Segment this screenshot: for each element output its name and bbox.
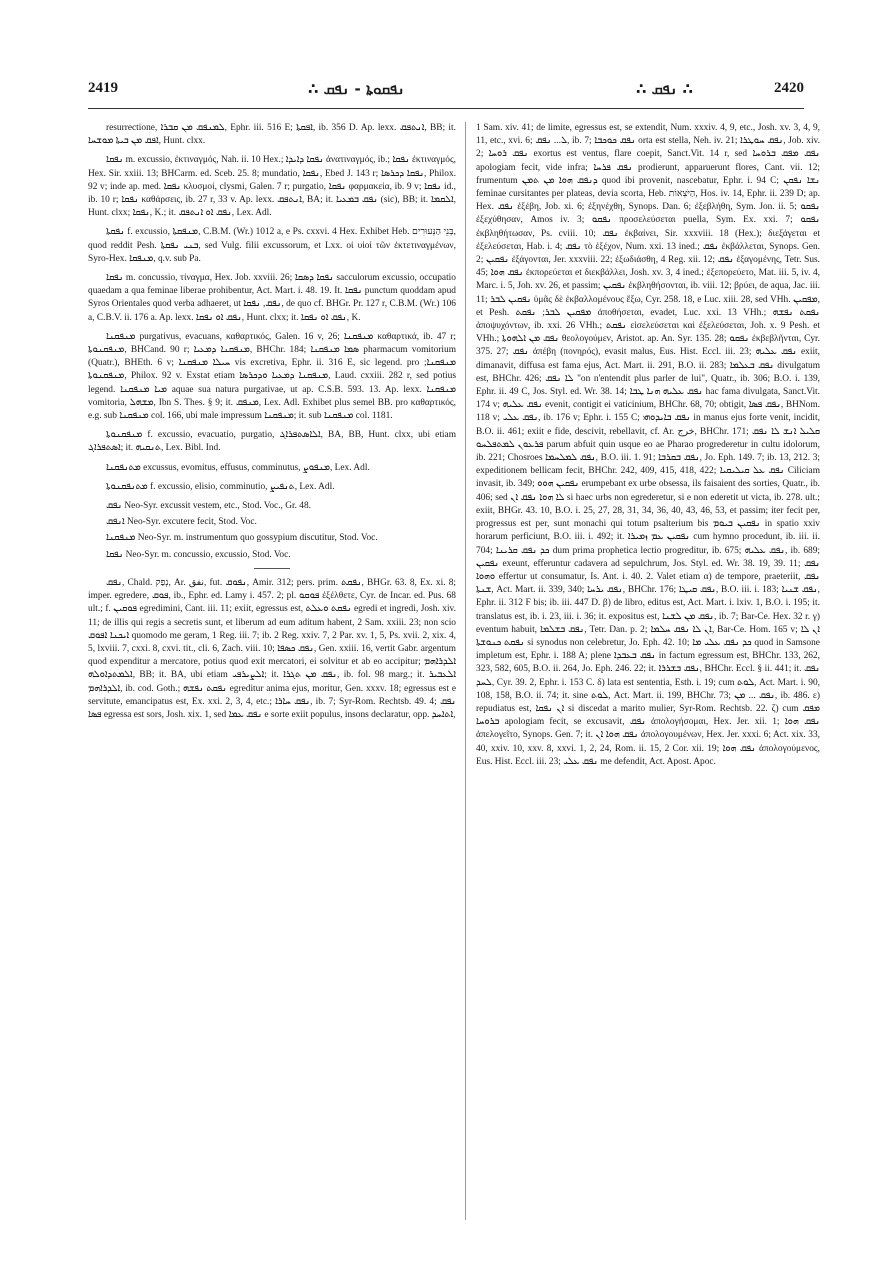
dictionary-entry: ܡܢܦܩܢܐ Neo-Syr. m. instrumentum quo gossypium discutitur, Stod. Voc. [106,533,378,544]
dictionary-entry: ܢܦܩܐ Neo-Syr. m. concussio, excussio, Stod. Voc. [106,549,291,560]
right-column [476,122,820,1222]
dictionary-entry: ܡܬܢܦܩܢܘܬܐ f. excussio, elisio, comminutio, ܬܢܦܝܨ, Lex. Adl. [106,481,335,492]
dictionary-entry: ܢܦܩ Neo-Syr. excussit vestem, etc., Stod. Voc., Gr. 48. [106,501,312,512]
right-running-heading: ∴ ܢܦܩ ∴ [636,80,693,98]
running-head [88,80,804,104]
dictionary-entry: 1 Sam. xiv. 41; de limite, egressus est, se extendit, Num. xxxiv. 4, 9, etc., Josh. xv. 3, 4, 9, 11, etc., xvi. 6; ܠ... ܢܦܩ, ib. 7; ܢܦܩ ܟܘܟܒܐ orta est stella, Neh. iv. 21; ܢܦܩ ܚܘܛܪܐ, Job. xiv. 2; ܢܦܩ ܪܘܚܐ exortus est ventus, flare coepit, Sanct.Vit. 14 r, sed ܢܦܩ ܡܦܩ ܒܪܘܚܐ apologiam fecit, vide infra; ܢܦܩ ܦܪܚܐ prodierunt, apparuerunt flores, Cant. vii. 12; frumentum ܕܢܦܩ ܗܘܐ ܡܢ ܬܡܢ quod ibi provenit, nascebatur, Ephr. i. 94 C; ܢܫܐ ܢܦܩܢ feminae cursitantes per plateas, devia scorta, Heb. הַיֹּצְאוֹת, Hos. iv. 14, Ephr. ii. 239 D; ap. Hex. ܢܦܩ ἐξέβη, Job. xi. 6; ἐξηνέχθη, Synops. Dan. 6; ἐξεβλήθη, Sym. Jon. ii. 5; ܢܦܩܘ ἐξεχύθησαν, Amos iv. 3; ܢܦܩܘ προσελεύσεται puella, Sym. Ex. xxi. 7; ܢܦܩܘ ἐκβληθήτωσαν, Ps. cviii. 10; ܢܦܩ ἐκβαίνει, Sir. xxxviii. 18 (Hex.); διεξάγεται et ἐξελεύσεται, Hab. i. 4; ܢܦܩ τὸ ἐξέχον, Num. xxi. 13 ined.; ܢܦܩ ἐκβάλλεται, Synops. Gen. 2; ܢܦܩܝܢ ἐξάγονται, Jer. xxxviii. 22; ἐξωδιάσθη, 4 Reg. xii. 12; ܢܦܩ ἐξαγομένης, Tetr. Sus. 45; ܢܦܩ ܗܘܐ ἐκπορεύεται et διεκβάλλει, Josh. xv. 3, 4 ined.; ἐξεπορεύετο, Mat. iii. 5, iv. 4, Marc. i. 5, Joh. xv. 26, et passim; ܢܦܩܝܢ ἐκβληθήσονται, ib. viii. 12; βρύει, de aqua, Jac. iii. 11; ܢܦܩܝܢ ܠܒܪ ὑμᾶς δὲ ἐκβαλλομένους ἔξω, Cyr. 258. 18, e Luc. xiii. 28, sed VHh. ܡܦܩܝܢ, et Pesh. ܡܦܩܝܢ ܠܒܪ; ܢܦܩܬ ἀποθήσεται, evadet, Luc. xxi. 13 VHh.; ܢܦܩܬ ܢܦܫܗ ἀποψυχόντων, ib. xxi. 26 VHh.; ܢܦܩܬ εἰσελεύσεται καὶ ἐξελεύσεται, Joh. x. 9 Pesh. et VHh.; ܢܦܩ ܡܢ ܐܠܗܘܬܐ θεολογούμεν, Aristot. ap. An. Syr. 135. 28; ܢܦܩܘ ἐκβεβλῆνται, Cyr. 375. 27; ܢܦܩ ἀπέβη (πονηρός), evasit malus, Eus. Hist. Eccl. iii. 23; ܢܦܩ ܥܠܝܗ exiit, dimanavit, diffusa est fama ejus, Act. Mart. ii. 291, B.O. ii. 283; ܢܦܩ ܒܥܠܡܐ divulgatum est, BHChr. 426; ܠܐ ܢܦܩ "on n'entendit plus parler de lui", Quatr., ib. 306; B.O. i. 139, Ephr. ii. 49 C, Jos. Styl. ed. Wr. 38. 14; ܢܦܩ ܥܠܝܗ ܗܢܐ ܛܒܐ hac fama divulgata, Sanct.Vit. 174 v; ܢܦܩ ܥܠܝܗ evenit, contigit ei vaticinium, BHChr. 68, 70; obtigit, ܢܦܩ ܦܣܐ, BHNom. 118 v; ܢܦܩ ܥܠܝ, ib. 176 v; Ephr. i. 155 C; ܢܦܩ ܒܐܝܕܘܗܝ in manus ejus forte venit, incidit, B.O. ii. 461; exiit e fide, descivit, rebellavit, cf. Ar. خرج, BHChr. 171; ܩܠܝܠ ܐܢܫ ܠܐ ܢܦܩ ܦܪܥܘܢ ܠܡܬܦܠܚܘ parum abfuit quin usque eo ae Pharao progrederetur in cultu idolorum, ib. 221; Chosroes ܢܦܩ ܠܡܠܚܡܐ, B.O. iii. 1. 91; ܢܦܩ ܒܩܪܒܐ, Jo. Eph. 149. 7; ib. 13, 212. 3; expeditionem bellicam fecit, BHChr. 242, 409, 415, 418, 422; ܢܦܩ ܥܠ ܩܝܠܝܩܝܐ Ciliciam invasit, ib. 349; ܢܦܩܝܢ ܗܘܘ erumpebant ex urbe obsessa, ils faisaient des sorties, Quatr., ib. 406; sed ܠܐ ܗܘܐ ܢܦܩ ܐܢ si haec urbs non egrederetur, si e non ederetit ut victa, ib. 278. ult.; exiit, BHGr. 43. 10, B.O. i. 25, 27, 28, 31, 34, 36, 40, 43, 46, 53, et passim; iter fecit per, progressus est per, sunt monachi qui totum psalterium bis ܢܦܩܝܢ ܒܝܘܡ in spatio xxiv horarum perficiunt, B.O. iii. i. 492; it. ܢܦܩܝܢ ܥܡ ܙܡܝܪܐ cum hymno procedunt, ib. iii. ii. 704; ܟܕ ܢܦܩ ܩܪܝܢܐ dum prima prophetica lectio progreditur, ib. 675; ܢܦܩ ܥܠܝܗ, ib. 689; ܢܦܩܝܢ exeunt, efferuntur cadavera ad sepulchrum, Jos. Styl. ed. Wr. 38. 19, 39. 11; ܢܦܩ ܘܗܘܐ effertur ut consumatur, Is. Ant. i. 40. 2. Valet etiam α) de tempore, praeteriit, ܢܦܩ ܫܢܬܐ, Act. Mart. ii. 339, 340; ܢܦܩ ܝܪܚܐ, BHChr. 176; ܢܦܩ ܩܝܛܐ, B.O. iii. i. 183; ܢܦܩ ܫܢܝܐ, Ephr. ii. 312 F bis; ib. iii. 447 D. β) de libro, editus est, Act. Mart. i. lxiv. 1, B.O. i. 195; it. translatus est, ib. i. 23, iii. i. 36; it. expositus est, ܢܦܩ ܡܢ ܠܫܢܐ, ib. 7; Bar-Ce. Hex. 32 r. γ) eventum habuit, ܢܦܩ ܒܫܠܡܐ, Tetr. Dan. p. 2; ܐܢ ܠܐ ܢܦܩ ܚܠܡܐ, Bar-Ce. Hom. 165 v; ܐܢ ܠܐ ܢܦܩܬ ܟܢܘܫܬܐ si synodus non celebretur, Jo. Eph. 42. 10; ܟܕ ܢܦܩ ܥܠܝ ܡܐ quod in Samsone impletum est, Ephr. i. 188 A; plene ܢܦܩ ܒܥܒܕܐ in factum egressum est, BHChr. 133, 262, 323, 582, 605, B.O. ii. 264, Jo. Eph. 246. 22; it. ܢܦܩ ܒܫܪܪܐ, BHChr. Eccl. § ii. 441; it. ܢܦܩ ܠܚܕ, Cyr. 39. 2, Ephr. i. 153 C. δ) lata est sententia, Esth. i. 19; cum ܠܘܬ, Act. Mart. i. 90, 108, 158, B.O. ii. 74; it. sine ܠܘܬ, Act. Mart. ii. 199, BHChr. 73; ܢܦܩ ... ܡܢ, ib. 486. ε) repudiatus est, ܐܢ ܢܦܩܐ si discedat a marito mulier, Syr-Rom. Rechtsb. 22. ζ) cum ܡܦܩ ܒܪܘܚܐ apologiam fecit, se excusavit, ܢܦܩ ἀπολογήσομαι, Hex. Jer. xii. 1; ܢܦܩ ܗܘܐ ἀπελογεῖτο, Synops. Gen. 7; it. ܢܦܩ ܗܘܐ ܐܢ ἀπολογουμένων, Hex. Jer. xxxi. 6; Act. xix. 33, 40, xxiv. 10, xxv. 8, xxvi. 1, 2, 24, Rom. ii. 15, 2 Cor. xii. 19; ܢܦܩ ܗܘܐ ἀπολογούμενος, Eus. Hist. Eccl. iii. 23; ܢܦܩ ܥܠܝ me defendit, Act. Apost. Apoc. [476,123,820,767]
dictionary-entry: ܢܦܩܐ m. concussio, τίναγμα, Hex. Job. xxviii. 26; ܢܦܩܐ ܕܣܩܐ sacculorum excussio, occupatio quaedam a qua feminae liberae prohibentur, Act. Mart. i. 48. 19. It. ܢܦܩܐ punctum quoddam apud Syros Orientales quod verba adhaeret, ut ܢܦܩ, ܢܦܩܐ, de quo cf. BHGr. Pr. 127 r, C.B.M. (Wr.) 106 a, C.B.V. ii. 176 a. Ap. lexx. ܢܦܩ ܐܘ ܢܦܩܐ, Hunt. clxx; it. ܢܦܩ ܐܘ ܢܦܩܐ, K. [88,273,456,323]
dictionary-entry: ܡܢܦܩܢܘܬܐ f. excussio, evacuatio, purgatio, ܐܠܐܣܬܦܪܐܓ, BA, BB, Hunt. clxx, ubi etiam ܐܣܬܦܪܐܓ; it. ܬܢܩܝܗ, Lex. Bibl. Ind. [88,430,456,454]
dictionary-entry: ܡܬܢܦܩܢܐ excussus, evomitus, effusus, comminutus, ܡܢܦܘܨ, Lex. Adl. [106,462,370,473]
column-divider [465,122,466,1220]
dictionary-entry: ܢܦܩܬܐ f. excussio, ܡܢܦܩܬܐ, C.B.M. (Wr.) 1012 a, e Ps. cxxvi. 4 Hex. Exhibet Heb. בְּנֵי הַנְּעוּרִים, quod reddit Pesh. ܒܢܝ ܢܦܩܬܐ, sed Vulg. filii excussorum, et Lxx. οἱ υἱοὶ τῶν ἐκτετιναγμένων, Syro-Hex. ܡܢܦܩܐ, q.v. sub Pa. [88,227,456,264]
section-separator [254,568,290,569]
dictionary-entry: ܐܢܦܩ Neo-Syr. excutere fecit, Stod. Voc. [106,517,257,528]
dictionary-entry: ܢܦܩ, Chald. נְפַק, Ar. نفق, fut. ܢܦܘܩ, Amir. 312; pers. prim. ܢܦܩܬ, BHGr. 63. 8, Ex. xi. 8; imper. egredere, ܦܘܩ, ib., Ephr. ed. Lamy i. 457. 2; pl. ܦܘܩܘ ἐξέλθετε, Cyr. de Incar. ed. Pus. 68 ult.; f. ܦܘܩܝܢ egredimini, Cant. iii. 11; exiit, egressus est, ܢܦܩܬ ܘܥܠܬ egredi et ingredi, Josh. xiv. 11; de illis qui regis a secretis sunt, et liberum ad eum aditum habent, 2 Sam. xxiii. 23; non scio ܐܝܟܢܐ ܐܦܘܩ quomodo me geram, 1 Reg. iii. 7; ib. 2 Reg. xxiv. 7, 2 Par. xv. 1, 5, Ps. xvii. 2, xix. 4, 5, lxviii. 7, cxxi. 8, cxvi. tit., cli. 6, Zach. viii. 10; ܢܦܩ ܟܣܦܐ, Gen. xxiii. 16, vertit Gabr. argentum quod expenditur a mercatore, potius quod exit mercatori, ei solvitur et ab eo accipitur; ܐܠܕܪܐܗܡ ܐܠܡܬܕܐܘܠܗ, BB; it. BA, ubi etiam ܐܠܨܝܪܦܝ; it. ܢܦܩ ܡܢ ܬܓܪܐ, ib. fol. 98 marg.; it. ܐܠܥܒܝܪ ܐܠܕܪܐܗܡ, ib. cod. Goth.; ܢܦܩܬ ܢܦܫܗ egreditur anima ejus, moritur, Gen. xxxv. 18; egressus est e servitute, emancipatus est, Ex. xxi. 2, 3, 4, etc.; ܢܦܩ ܚܐܪܐ, ib. 7; Syr-Rom. Rechtsb. 49. 4; ܢܦܩ ܦܣܐ egressa est sors, Josh. xix. 1, sed ܢܦܩ ܥܡܐ e sorte exiit populus, insons declaratur, opp. ܐܬܐܚܕ, [88,577,456,720]
right-page-number: 2420 [774,80,804,96]
left-column [88,122,456,1222]
dictionary-entry: ܢܦܩܐ m. excussio, ἐκτιναγμός, Nah. ii. 10 Hex.; ܢܦܩܐ ܕܐܝܕܐ ἀνατιναγμός, ib.; ܢܦܩܐ ἐκτιναγμός, Hex. Sir. xxiii. 13; BHCarm. ed. Sceb. 25. 8; mundatio, ܢܦܩܐ, Ebed J. 143 r; ܢܦܩܐ ܕܟܪܣܐ, Philox. 92 v; inde ap. med. ܢܦܩܐ κλυσμοί, clysmi, Galen. 7 r; purgatio, ܢܦܩܐ φαρμακεία, ib. 9 v; ܢܦܩܐ id., ib. 10 r; ܢܦܩܐ καθάρσεις, ib. 27 r, 33 v. Ap. lexx. ܐܢܬܦܩ, BA; it. ܢܦܩ ܒܡܥܝܐ (sic), BB; it. ܐܠܩܡܐ, Hunt. clxx; ܢܦܩܐ, K.; it. ܢܦܩ ܐܘ ܐܢܬܦܩ, Lex. Adl. [88,155,456,219]
dictionary-entry: resurrectione, ܠܡܢܦܩ ܡܢ ܩܒܪܐ, Ephr. iii. 516 E; ܐܦܩܬܐ, ib. 356 D. Ap. lexx. ܐܢܬܦܩ, BB; it. ܐܦܩ ܡܢ ܒܝܬܐ ܡܘܫܚܐ, Hunt. clxx. [88,123,456,147]
left-page-number: 2419 [88,80,118,96]
dictionary-entry: ܡܢܦܩܢܐ purgativus, evacuans, καθαρτικός, Galen. 16 v, 26; ܡܢܦܩܢܐ καθαρτικά, ib. 47 r; ܡܢܦܩܢܘܬܐ, BHCand. 90 r; ܡܢܦܩܢܐ ܕܡܥܝܐ, BHChr. 184; ܣܡܐ ܡܢܦܩܢܐ pharmacum vomitorium (Quatr.), BHEth. 6 v; ܚܝܠܐ ܡܢܦܩܢܐ vis excretiva, Ephr. ii. 316 E, sic legend. pro ܡܢܦܩܢܐ; ܡܢܦܩܢܘܬܐ, Philox. 92 v. Exstat etiam ܡܢܦܩܢܐ ܕܡܥܝܐ ܘܕܟܪܣܐ, Laud. cxxiii. 282 r, sed potius legend. ܡܝܐ ܡܢܦܩܢܐ aquae sua natura purgativae, ut ap. C.S.B. 593. 13. Ap. lexx. ܡܢܦܩܢܐ vomitoria, ܡܫܗܠ, Ibn S. Thes. § 9; it. ܡܢܦܩ, Lex. Adl. Exhibet plus semel BB. pro καθαρτικός, e.g. sub ܡܢܦܩܢܐ col. 166, ubi male impressum ܡܢܦܩܢܐ; it. sub ܡܢܦܩܢܐ col. 1181. [88,331,456,422]
header-rule [88,108,804,109]
left-running-heading: ܢܦܩܘܬܐ - ܢܦܩ ∴ [308,80,405,98]
